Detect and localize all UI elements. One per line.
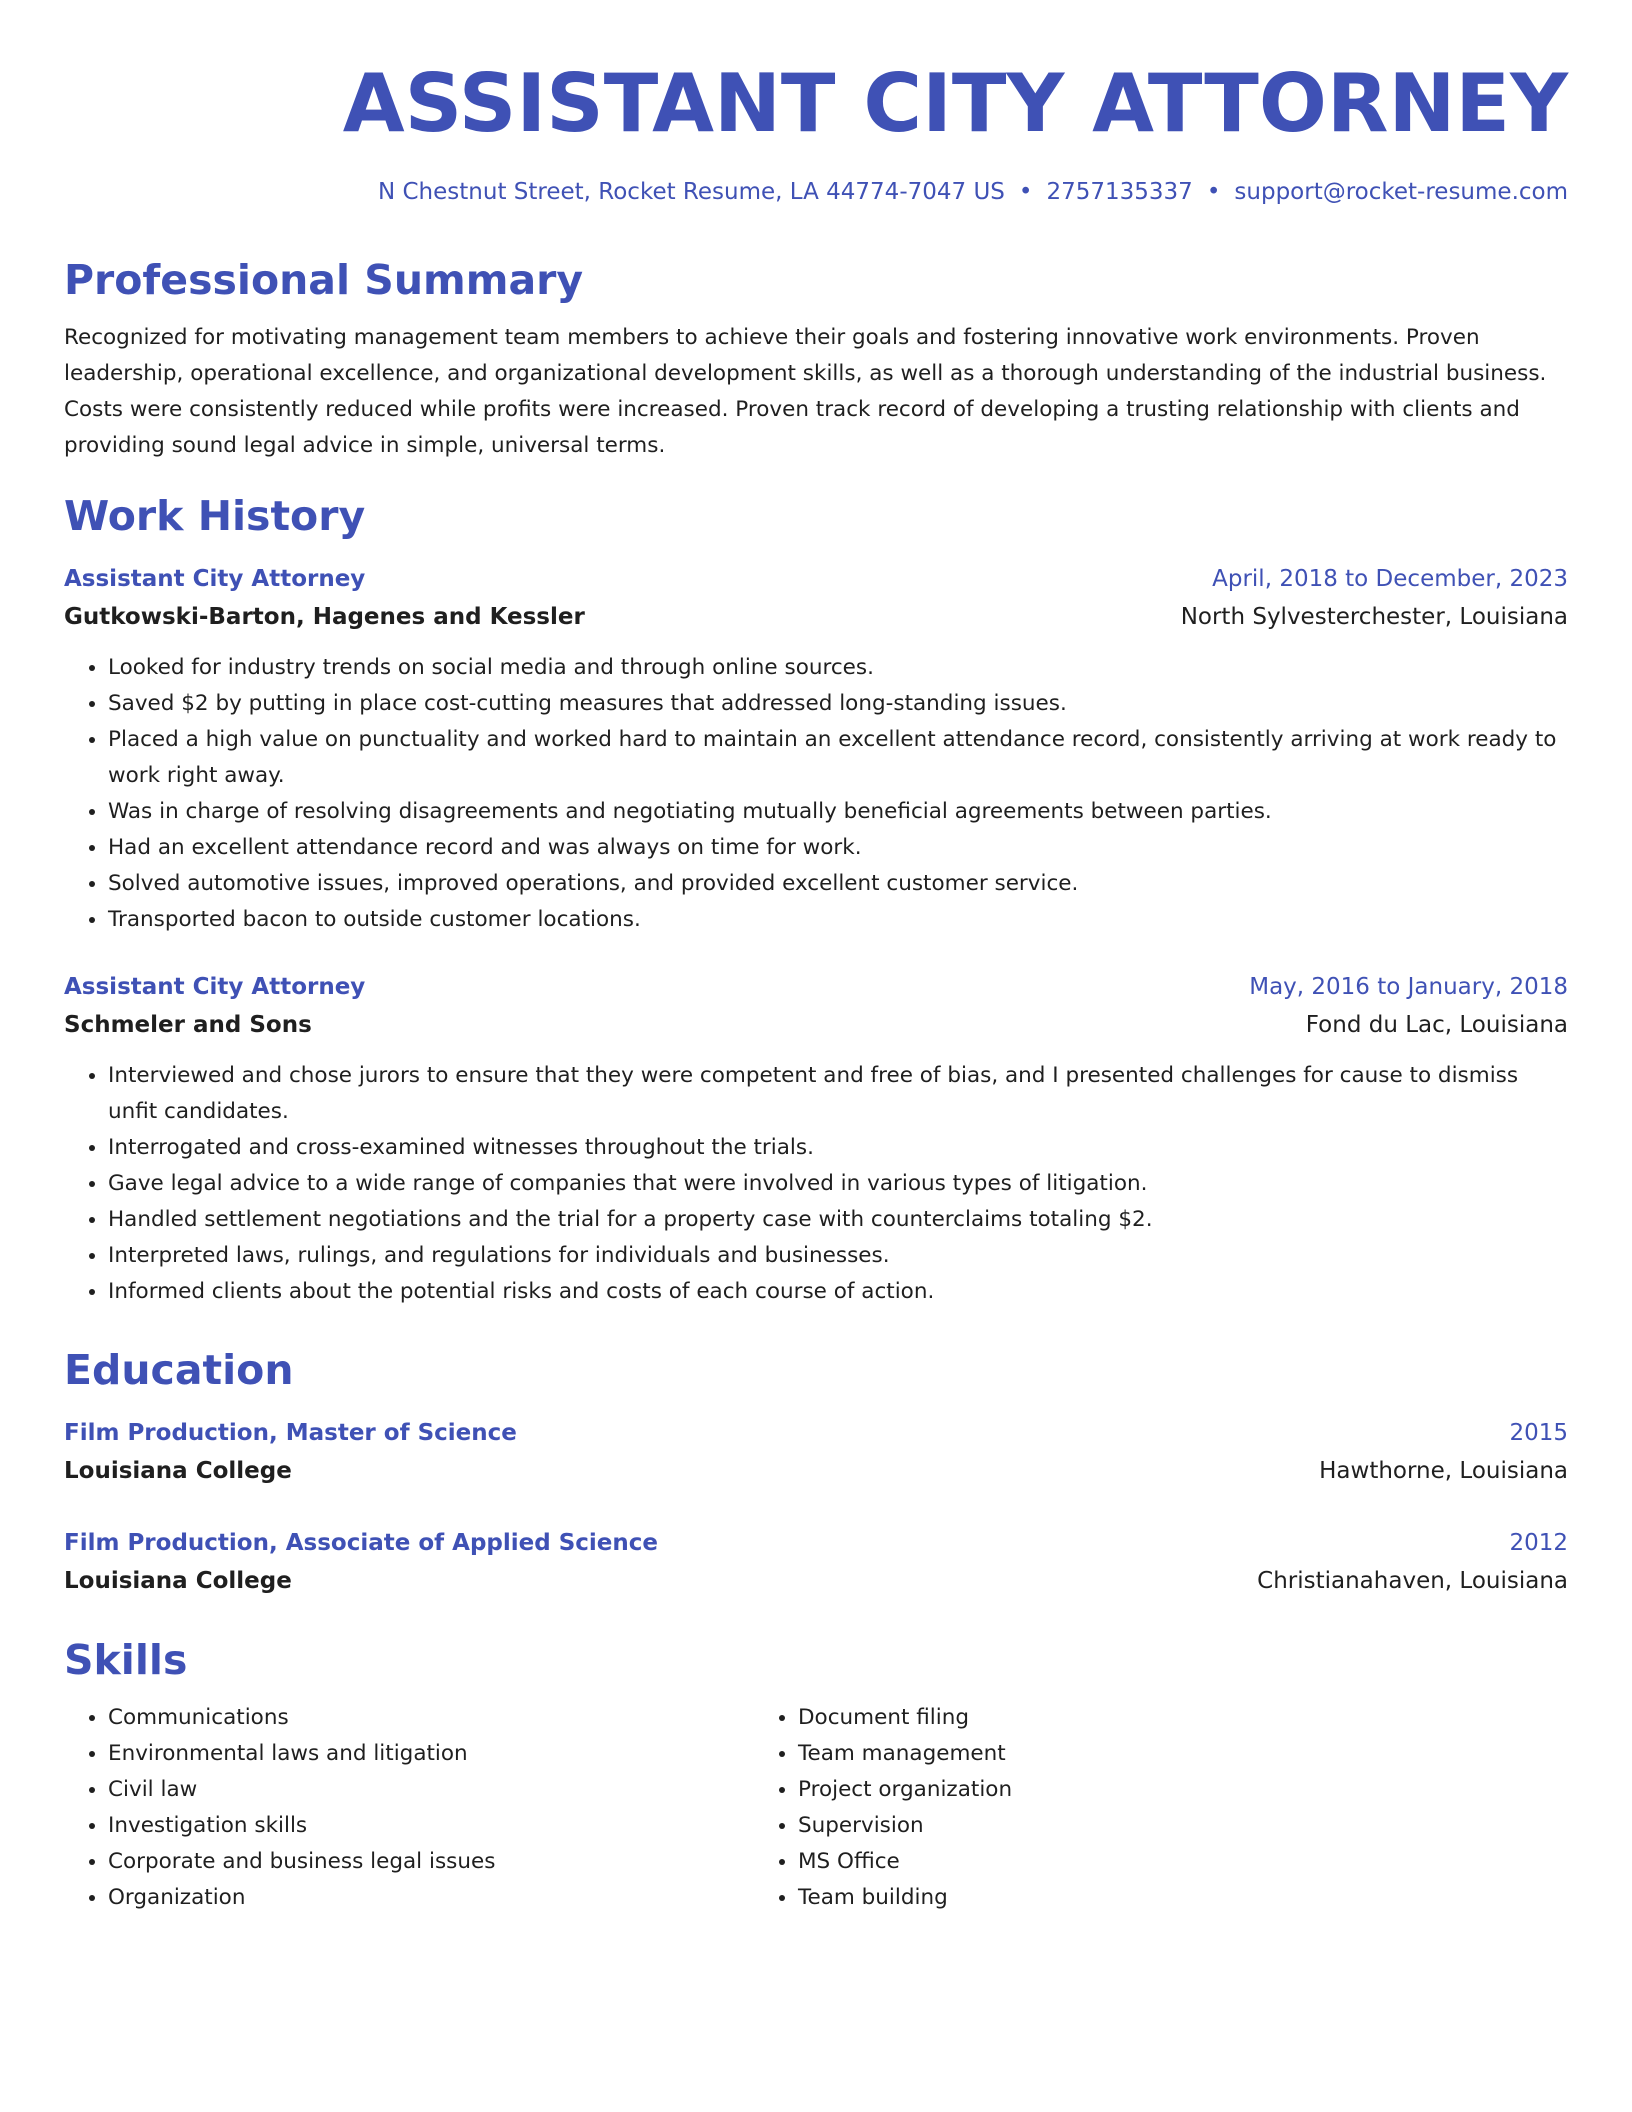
work-entry: [64, 968, 1568, 1310]
job-bullet: • Solved automotive issues, improved operations, and provided excellent customer service.: [108, 866, 1568, 902]
contact-phone: 2757135337: [1046, 179, 1193, 205]
job-bullet: • Informed clients about the potential risks and costs of each course of action.: [108, 1274, 1568, 1310]
school-name: Louisiana College: [64, 1568, 292, 1594]
job-bullet: • Interpreted laws, rulings, and regulations for individuals and businesses.: [108, 1238, 1568, 1274]
company-name: Gutkowski-Barton, Hagenes and Kessler: [64, 604, 585, 630]
graduation-year: 2012: [1509, 1530, 1568, 1556]
work-entry-subheader: [64, 598, 1568, 636]
job-dates: April, 2018 to December, 2023: [1212, 566, 1568, 592]
section-title-summary: Professional Summary: [64, 256, 584, 304]
skill-item: • Team management: [798, 1736, 1454, 1772]
education-entry: [64, 1524, 1568, 1600]
summary-text: Recognized for motivating management team members to achieve their goals and fostering innovative work environments. Proven leadership, operational excellence, and organizational development skills, as well as a thorough understanding of the industrial business. Costs were consistently reduced while profits were increased. Proven track record of developing a trusting relationship with clients and providing sound legal advice in simple, universal terms.: [64, 325, 1547, 458]
job-title: Assistant City Attorney: [64, 566, 366, 592]
contact-address: N Chestnut Street, Rocket Resume, LA 44774-7047 US: [377, 179, 1005, 205]
school-name: Louisiana College: [64, 1458, 292, 1484]
skill-item: • Document filing: [798, 1700, 1454, 1736]
work-entry: [64, 560, 1568, 938]
skill-item: • Organization: [108, 1880, 754, 1916]
skill-item: • Corporate and business legal issues: [108, 1844, 754, 1880]
education-entry-subheader: [64, 1452, 1568, 1490]
job-bullet: • Transported bacon to outside customer locations.: [108, 902, 1568, 938]
education-entry-header: [64, 1414, 1568, 1452]
skills-list-left: [64, 1700, 754, 1916]
job-bullets: [64, 1058, 1568, 1310]
education-entry: [64, 1414, 1568, 1490]
education-entry-subheader: [64, 1562, 1568, 1600]
section-title-work: Work History: [64, 492, 366, 540]
job-bullets: [64, 650, 1568, 938]
skills-columns: [64, 1700, 1568, 1916]
work-entry-subheader: [64, 1006, 1568, 1044]
section-title-skills: Skills: [64, 1636, 188, 1684]
degree-title: Film Production, Master of Science: [64, 1420, 517, 1446]
job-location: Fond du Lac, Louisiana: [1305, 1012, 1568, 1038]
job-location: North Sylvesterchester, Louisiana: [1180, 604, 1568, 630]
skill-item: • Environmental laws and litigation: [108, 1736, 754, 1772]
education-entry-header: [64, 1524, 1568, 1562]
job-title: Assistant City Attorney: [64, 974, 366, 1000]
job-bullet: • Looked for industry trends on social media and through online sources.: [108, 650, 1568, 686]
skill-item: • Project organization: [798, 1772, 1454, 1808]
skill-item: • Civil law: [108, 1772, 754, 1808]
job-dates: May, 2016 to January, 2018: [1249, 974, 1568, 1000]
skill-item: • Team building: [798, 1880, 1454, 1916]
skill-item: • Investigation skills: [108, 1808, 754, 1844]
graduation-year: 2015: [1509, 1420, 1568, 1446]
skill-item: • Supervision: [798, 1808, 1454, 1844]
job-bullet: • Placed a high value on punctuality and worked hard to maintain an excellent attendance record, consistently arriving at work ready to work right away.: [108, 722, 1568, 794]
job-bullet: • Was in charge of resolving disagreements and negotiating mutually beneficial agreements between parties.: [108, 794, 1568, 830]
skill-item: • MS Office: [798, 1844, 1454, 1880]
job-bullet: • Handled settlement negotiations and the trial for a property case with counterclaims totaling $2.: [108, 1202, 1568, 1238]
resume-name: ASSISTANT CITY ATTORNEY: [342, 57, 1568, 150]
contact-separator: •: [1018, 179, 1033, 205]
job-bullet: • Had an excellent attendance record and was always on time for work.: [108, 830, 1568, 866]
school-location: Christianahaven, Louisiana: [1257, 1568, 1568, 1594]
work-entry-header: [64, 560, 1568, 598]
section-title-education: Education: [64, 1346, 294, 1394]
contact-separator: •: [1206, 179, 1221, 205]
job-bullet: • Interviewed and chose jurors to ensure that they were competent and free of bias, and I presented challenges for cause to dismiss unfit candidates.: [108, 1058, 1568, 1130]
work-entry-header: [64, 968, 1568, 1006]
job-bullet: • Gave legal advice to a wide range of companies that were involved in various types of litigation.: [108, 1166, 1568, 1202]
job-bullet: • Interrogated and cross-examined witnesses throughout the trials.: [108, 1130, 1568, 1166]
degree-title: Film Production, Associate of Applied Science: [64, 1530, 659, 1556]
skills-list-right: [754, 1700, 1454, 1916]
job-bullet: • Saved $2 by putting in place cost-cutting measures that addressed long-standing issues.: [108, 686, 1568, 722]
contact-line: [64, 176, 1568, 208]
skill-item: • Communications: [108, 1700, 754, 1736]
school-location: Hawthorne, Louisiana: [1319, 1458, 1568, 1484]
contact-email: support@rocket-resume.com: [1234, 179, 1568, 205]
company-name: Schmeler and Sons: [64, 1012, 312, 1038]
